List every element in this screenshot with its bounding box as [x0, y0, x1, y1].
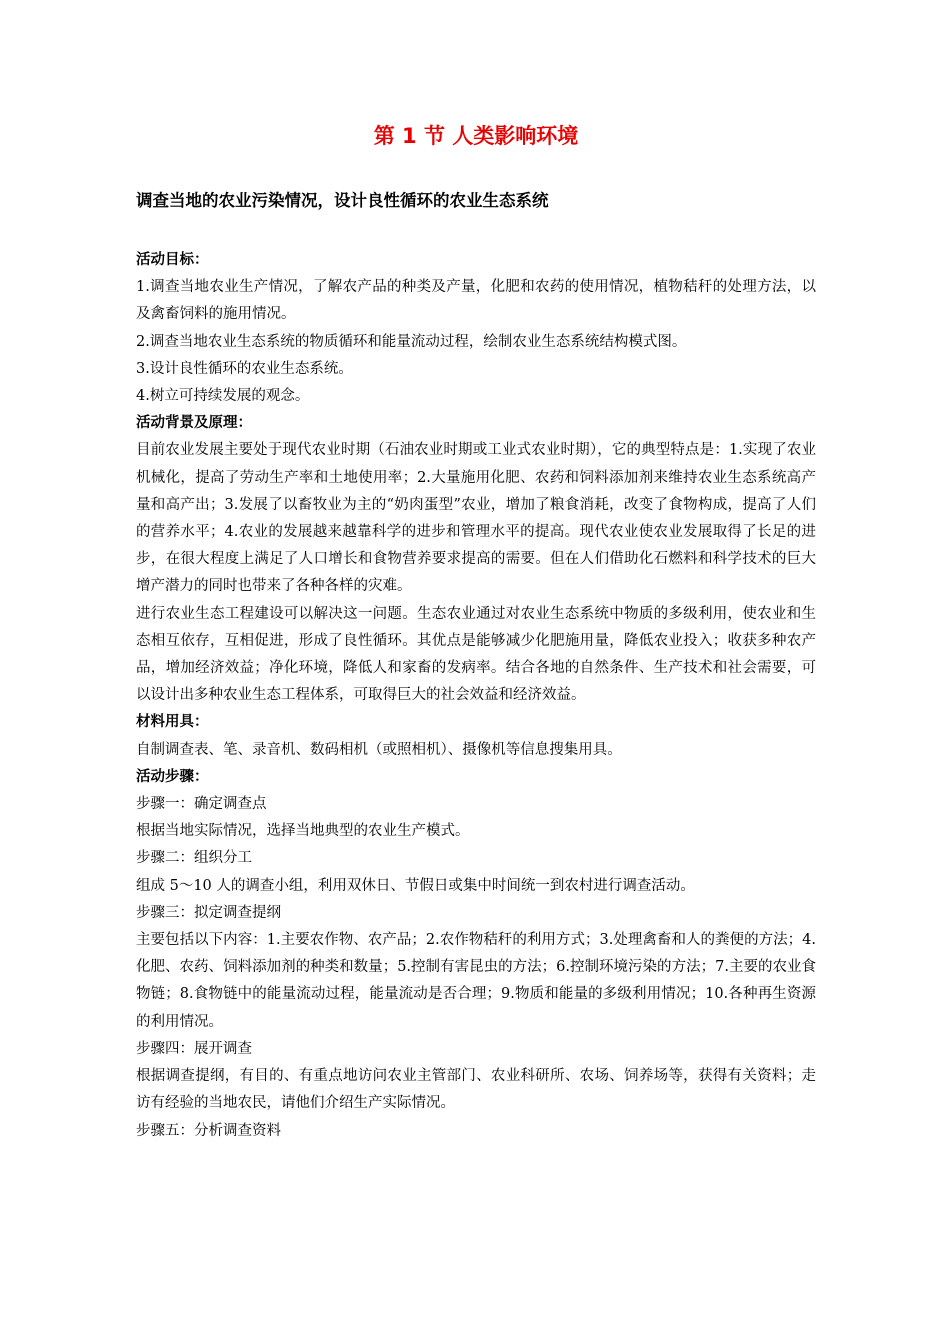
section-heading: 活动步骤：	[136, 768, 209, 785]
section-objectives	[136, 247, 816, 410]
paragraph: 组成 5～10 人的调查小组，利用双休日、节假日或集中时间统一到农村进行调查活动。	[136, 877, 695, 894]
paragraph: 自制调查表、笔、录音机、数码相机（或照相机）、摄像机等信息搜集用具。	[136, 741, 622, 758]
paragraph: 主要包括以下内容：1.主要农作物、农产品；2.农作物秸秆的利用方式；3.处理禽畜和人的粪便的方法；4.化肥、农药、饲料添加剂的种类和数量；5.控制有害昆虫的方法；6.控制环境污染的方法；7.主要的农业食物链；8.食物链中的能量流动过程，能量流动是否合理；9.物质和能量的多级利用情况；10.各种再生资源的利用情况。	[136, 932, 816, 1030]
paragraph: 2.调查当地农业生态系统的物质循环和能量流动过程，绘制农业生态系统结构模式图。	[136, 333, 687, 350]
section-background	[136, 410, 816, 709]
step-title: 步骤五：分析调查资料	[136, 1122, 281, 1139]
step-title: 步骤二：组织分工	[136, 850, 252, 867]
document-page	[136, 118, 816, 1145]
section-materials	[136, 709, 816, 763]
section-steps	[136, 764, 816, 1145]
step-title: 步骤三：拟定调查提纲	[136, 904, 281, 921]
paragraph: 4.树立可持续发展的观念。	[136, 388, 310, 405]
paragraph: 目前农业发展主要处于现代农业时期（石油农业时期或工业式农业时期），它的典型特点是：1.实现了农业机械化，提高了劳动生产率和土地使用率；2.大量施用化肥、农药和饲料添加剂来维持农业生态系统高产量和高产出；3.发展了以畜牧业为主的“奶肉蛋型”农业，增加了粮食消耗，改变了食物构成，提高了人们的营养水平；4.农业的发展越来越靠科学的进步和管理水平的提高。现代农业使农业发展取得了长足的进步，在很大程度上满足了人口增长和食物营养要求提高的需要。但在人们借助化石燃料和科学技术的巨大增产潜力的同时也带来了各种各样的灾难。	[136, 442, 816, 595]
section-heading: 材料用具：	[136, 714, 209, 731]
paragraph: 根据当地实际情况，选择当地典型的农业生产模式。	[136, 823, 470, 840]
step-title: 步骤四：展开调查	[136, 1040, 252, 1057]
section-heading: 活动目标：	[136, 252, 209, 268]
document-subtitle: 调查当地的农业污染情况，设计良性循环的农业生态系统	[136, 191, 549, 210]
step-title: 步骤一：确定调查点	[136, 796, 267, 813]
section-heading: 活动背景及原理：	[136, 415, 252, 432]
paragraph: 3.设计良性循环的农业生态系统。	[136, 360, 353, 377]
paragraph: 进行农业生态工程建设可以解决这一问题。生态农业通过对农业生态系统中物质的多级利用，使农业和生态相互依存，互相促进，形成了良性循环。其优点是能够减少化肥施用量，降低农业投入；收获多种农产品，增加经济效益；净化环境，降低人和家畜的发病率。结合各地的自然条件、生产技术和社会需要，可以设计出多种农业生态工程体系，可取得巨大的社会效益和经济效益。	[136, 605, 816, 704]
paragraph: 1.调查当地农业生产情况，了解农产品的种类及产量，化肥和农药的使用情况，植物秸秆的处理方法，以及禽畜饲料的施用情况。	[136, 279, 816, 323]
document-title: 第 1 节 人类影响环境	[373, 124, 579, 148]
paragraph: 根据调查提纲，有目的、有重点地访问农业主管部门、农业科研所、农场、饲养场等，获得有关资料；走访有经验的当地农民，请他们介绍生产实际情况。	[136, 1068, 816, 1112]
